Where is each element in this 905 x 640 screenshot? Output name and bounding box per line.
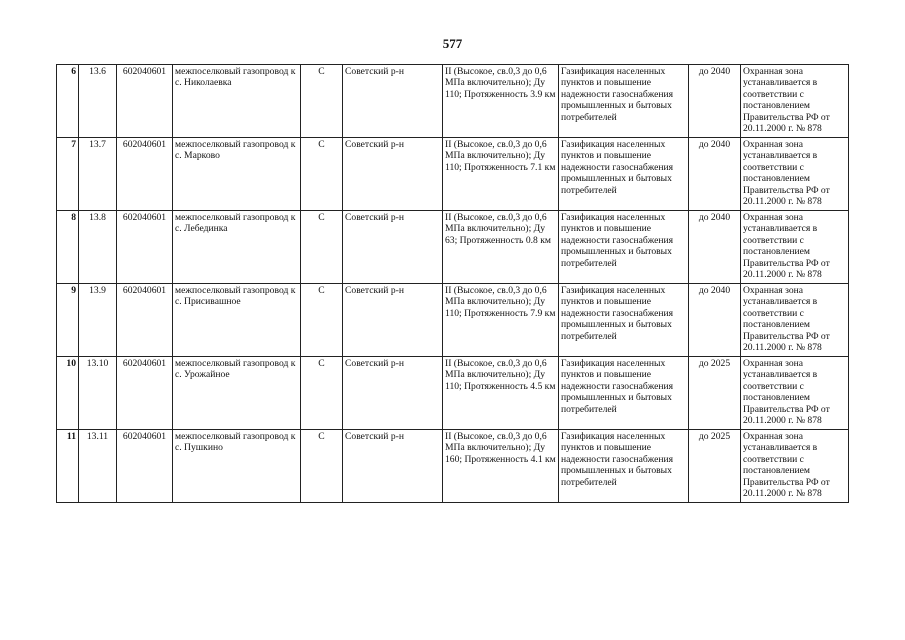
object-parameters: II (Высокое, св.0,3 до 0,6 МПа включительно); Ду 110; Протяженность 7.9 км: [443, 284, 559, 357]
row-id: 602040601: [117, 284, 173, 357]
implementation-term: до 2040: [689, 65, 741, 138]
object-name: межпоселковый газопровод к с. Пушкино: [173, 430, 301, 503]
row-code: 13.11: [79, 430, 117, 503]
row-number: 7: [57, 138, 79, 211]
implementation-term: до 2040: [689, 284, 741, 357]
row-id: 602040601: [117, 430, 173, 503]
implementation-term: до 2040: [689, 138, 741, 211]
object-parameters: II (Высокое, св.0,3 до 0,6 МПа включительно); Ду 63; Протяженность 0.8 км: [443, 211, 559, 284]
table-row: [57, 65, 849, 138]
object-purpose: Газификация населенных пунктов и повышение надежности газоснабжения промышленных и бытовых потребителей: [559, 357, 689, 430]
object-purpose: Газификация населенных пунктов и повышение надежности газоснабжения промышленных и бытовых потребителей: [559, 138, 689, 211]
protection-zone: Охранная зона устанавливается в соответствии с постановлением Правительства РФ от 20.11.2000 г. № 878: [741, 284, 849, 357]
object-purpose: Газификация населенных пунктов и повышение надежности газоснабжения промышленных и бытовых потребителей: [559, 211, 689, 284]
row-code: 13.10: [79, 357, 117, 430]
protection-zone: Охранная зона устанавливается в соответствии с постановлением Правительства РФ от 20.11.2000 г. № 878: [741, 357, 849, 430]
row-number: 11: [57, 430, 79, 503]
row-id: 602040601: [117, 357, 173, 430]
object-category: С: [301, 430, 343, 503]
object-category: С: [301, 357, 343, 430]
row-number: 8: [57, 211, 79, 284]
protection-zone: Охранная зона устанавливается в соответствии с постановлением Правительства РФ от 20.11.2000 г. № 878: [741, 211, 849, 284]
implementation-term: до 2025: [689, 430, 741, 503]
row-number: 10: [57, 357, 79, 430]
row-code: 13.9: [79, 284, 117, 357]
object-category: С: [301, 138, 343, 211]
object-category: С: [301, 284, 343, 357]
row-number: 9: [57, 284, 79, 357]
protection-zone: Охранная зона устанавливается в соответствии с постановлением Правительства РФ от 20.11.2000 г. № 878: [741, 65, 849, 138]
object-name: межпоселковый газопровод к с. Присивашное: [173, 284, 301, 357]
row-code: 13.7: [79, 138, 117, 211]
location: Советский р-н: [343, 284, 443, 357]
implementation-term: до 2025: [689, 357, 741, 430]
object-name: межпоселковый газопровод к с. Лебединка: [173, 211, 301, 284]
object-category: С: [301, 211, 343, 284]
object-name: межпоселковый газопровод к с. Марково: [173, 138, 301, 211]
object-parameters: II (Высокое, св.0,3 до 0,6 МПа включительно); Ду 110; Протяженность 4.5 км: [443, 357, 559, 430]
object-parameters: II (Высокое, св.0,3 до 0,6 МПа включительно); Ду 110; Протяженность 7.1 км: [443, 138, 559, 211]
implementation-term: до 2040: [689, 211, 741, 284]
object-name: межпоселковый газопровод к с. Урожайное: [173, 357, 301, 430]
row-id: 602040601: [117, 211, 173, 284]
row-code: 13.6: [79, 65, 117, 138]
object-purpose: Газификация населенных пунктов и повышение надежности газоснабжения промышленных и бытовых потребителей: [559, 430, 689, 503]
row-id: 602040601: [117, 138, 173, 211]
object-purpose: Газификация населенных пунктов и повышение надежности газоснабжения промышленных и бытовых потребителей: [559, 65, 689, 138]
row-id: 602040601: [117, 65, 173, 138]
page-number: 577: [442, 36, 463, 51]
location: Советский р-н: [343, 138, 443, 211]
object-parameters: II (Высокое, св.0,3 до 0,6 МПа включительно); Ду 160; Протяженность 4.1 км: [443, 430, 559, 503]
protection-zone: Охранная зона устанавливается в соответствии с постановлением Правительства РФ от 20.11.2000 г. № 878: [741, 138, 849, 211]
location: Советский р-н: [343, 430, 443, 503]
table-row: [57, 430, 849, 503]
register-table: [56, 64, 849, 503]
location: Советский р-н: [343, 211, 443, 284]
table-row: [57, 284, 849, 357]
object-name: межпоселковый газопровод к с. Николаевка: [173, 65, 301, 138]
table-row: [57, 211, 849, 284]
location: Советский р-н: [343, 65, 443, 138]
row-code: 13.8: [79, 211, 117, 284]
table-row: [57, 138, 849, 211]
location: Советский р-н: [343, 357, 443, 430]
object-purpose: Газификация населенных пунктов и повышение надежности газоснабжения промышленных и бытовых потребителей: [559, 284, 689, 357]
protection-zone: Охранная зона устанавливается в соответствии с постановлением Правительства РФ от 20.11.2000 г. № 878: [741, 430, 849, 503]
row-number: 6: [57, 65, 79, 138]
object-parameters: II (Высокое, св.0,3 до 0,6 МПа включительно); Ду 110; Протяженность 3.9 км: [443, 65, 559, 138]
object-category: С: [301, 65, 343, 138]
table-row: [57, 357, 849, 430]
